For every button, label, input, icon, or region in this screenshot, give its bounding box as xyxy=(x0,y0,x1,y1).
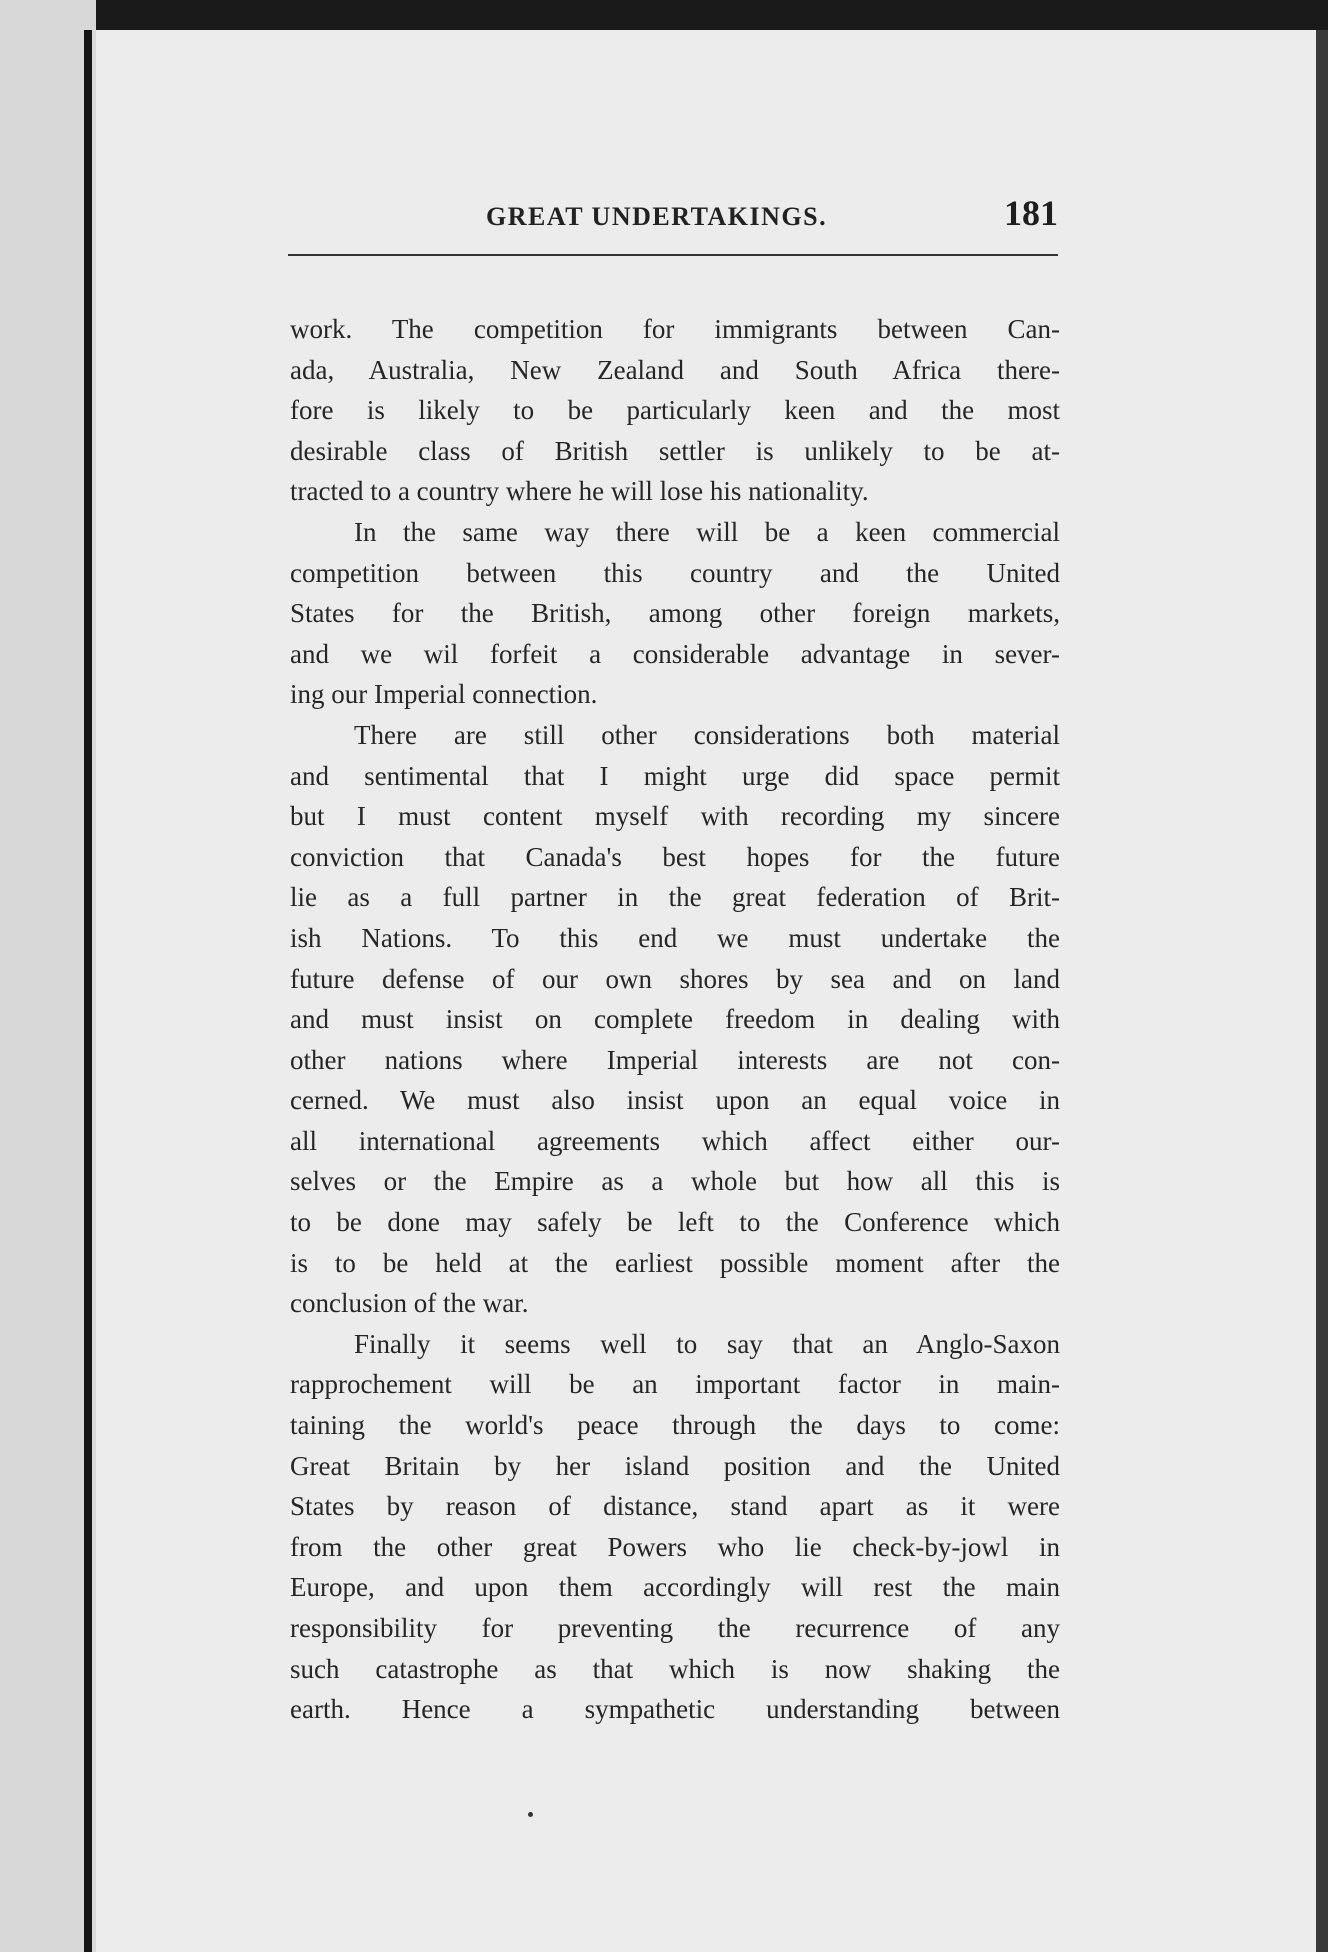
text-line: taining the world's peace through the days to come: xyxy=(290,1410,1060,1441)
text-line: lie as a full partner in the great federation of Brit- xyxy=(290,882,1060,913)
text-line: ada, Australia, New Zealand and South Africa there- xyxy=(290,354,1060,385)
text-line: from the other great Powers who lie check-by-jowl in xyxy=(290,1531,1060,1562)
text-line: conviction that Canada's best hopes for the future xyxy=(290,841,1060,872)
text-line: tracted to a country where he will lose his nationality. xyxy=(290,476,869,507)
text-line: and we wil forfeit a considerable advantage in sever- xyxy=(290,638,1060,669)
text-line: Finally it seems well to say that an Anglo-Saxon xyxy=(354,1328,1060,1359)
body-text xyxy=(290,309,1060,1730)
header-rule xyxy=(288,254,1058,256)
page-number: 181 xyxy=(1004,193,1058,233)
text-line: to be done may safely be left to the Conference which xyxy=(290,1207,1060,1238)
text-line: ing our Imperial connection. xyxy=(290,679,598,710)
running-title: GREAT UNDERTAKINGS. xyxy=(486,202,828,231)
text-line: Europe, and upon them accordingly will rest the main xyxy=(290,1572,1060,1603)
text-line: In the same way there will be a keen commercial xyxy=(354,516,1060,547)
text-line: conclusion of the war. xyxy=(290,1288,529,1319)
text-line: ish Nations. To this end we must undertake the xyxy=(290,922,1060,953)
text-line: earth. Hence a sympathetic understanding between xyxy=(290,1694,1060,1725)
text-line: States for the British, among other foreign markets, xyxy=(290,598,1060,629)
page-mark xyxy=(528,1812,533,1817)
text-line: and must insist on complete freedom in dealing with xyxy=(290,1004,1060,1035)
scan-left-border xyxy=(84,30,92,1952)
scan-top-border xyxy=(0,0,1328,30)
text-line: rapprochement will be an important factor in main- xyxy=(290,1369,1060,1400)
text-line: cerned. We must also insist upon an equal voice in xyxy=(290,1085,1060,1116)
text-line: but I must content myself with recording my sincere xyxy=(290,801,1060,832)
text-line: fore is likely to be particularly keen and the most xyxy=(290,395,1060,426)
text-line: and sentimental that I might urge did space permit xyxy=(290,760,1060,791)
text-line: States by reason of distance, stand apart as it were xyxy=(290,1491,1060,1522)
scan-right-edge xyxy=(1316,30,1328,1952)
scan-left-margin xyxy=(0,0,96,1952)
text-line: work. The competition for immigrants between Can- xyxy=(290,314,1060,344)
text-line: desirable class of British settler is unlikely to be at- xyxy=(290,435,1060,466)
text-line: all international agreements which affect either our- xyxy=(290,1125,1060,1156)
text-line: Great Britain by her island position and the United xyxy=(290,1450,1060,1481)
page-header xyxy=(288,193,1058,248)
text-line: selves or the Empire as a whole but how all this is xyxy=(290,1166,1060,1197)
text-line: competition between this country and the United xyxy=(290,557,1060,588)
text-line: other nations where Imperial interests are not con- xyxy=(290,1044,1060,1075)
text-line: such catastrophe as that which is now shaking the xyxy=(290,1653,1060,1684)
text-line: future defense of our own shores by sea and on land xyxy=(290,963,1060,994)
text-line: There are still other considerations both material xyxy=(354,719,1060,750)
text-line: responsibility for preventing the recurrence of any xyxy=(290,1613,1060,1643)
text-line: is to be held at the earliest possible moment after the xyxy=(290,1247,1060,1278)
